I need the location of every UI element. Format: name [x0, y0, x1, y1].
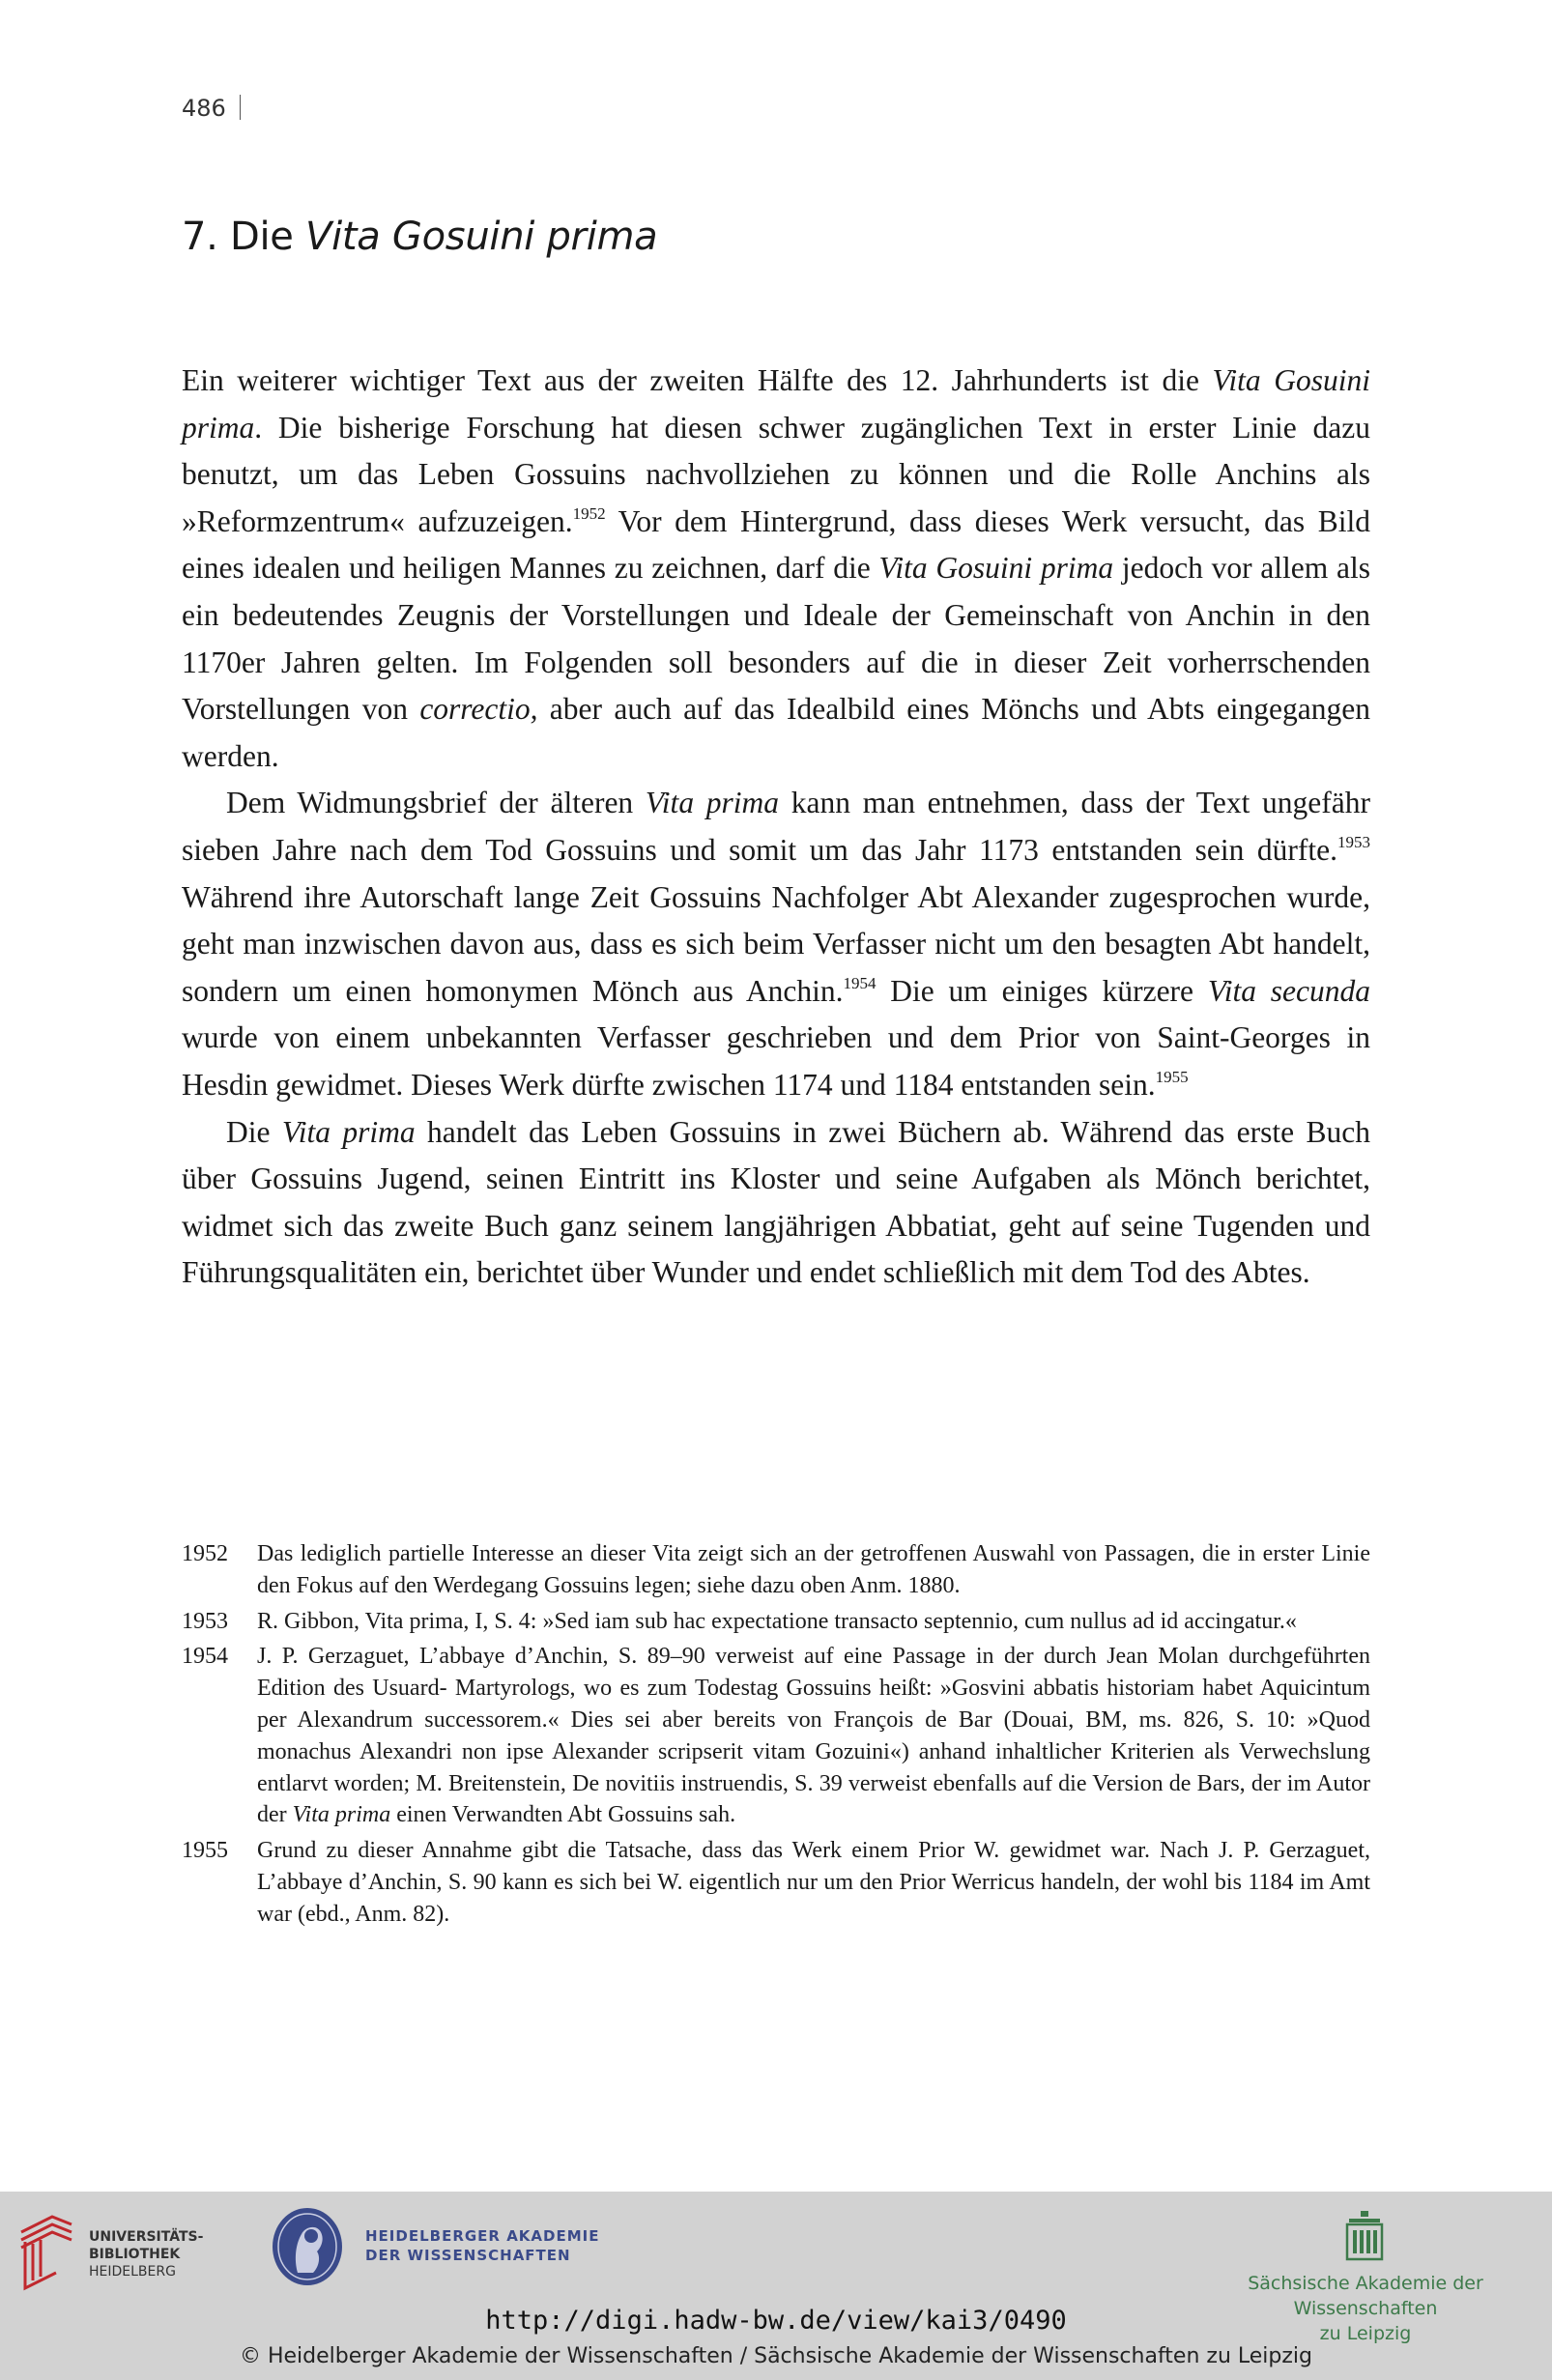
ub-line-1: UNIVERSITÄTS- [89, 2229, 204, 2245]
text-run: wurde von einem unbekannten Verfasser geschrieben und dem Prior von Saint-Georges in Hesdin gewidmet. Dieses Werk dürfte zwischen 1174 und 1184 entstanden sein. [182, 1020, 1370, 1102]
text-run: J. P. Gerzaguet, L’abbaye d’Anchin, S. 89–90 verweist auf eine Passage in der durch Jean Molan durchgeführten Edition des Usuard- Martyrologs, wo es zum Todestag Gossuins heißt: »Gosvini abbatis historiam habet Aquicintum per Alexandrum successorem.« Dies sei aber bereits von François de Bar (Douai, BM, ms. 826, S. 10: »Quod monachus Alexandri non ipse Alexander scripserit vitam Gozuini«) anhand inhaltlicher Kriterien als Verwechslung entlarvt worden; M. Breitenstein, De novitiis instruendis, S. 39 verweist ebenfalls auf die Version de Bars, der im Autor der [257, 1644, 1370, 1828]
paragraph-2 [182, 780, 1370, 1108]
text-italic: Vita Gosuini prima [878, 551, 1114, 586]
text-run: einen Verwandten Abt Gossuins sah. [390, 1802, 736, 1828]
footer-bar [0, 2192, 1552, 2380]
footnote-number: 1955 [182, 1838, 228, 1864]
footnote-text: Grund zu dieser Annahme gibt die Tatsache, dass das Werk einem Prior W. gewidmet war. Nach J. P. Gerzaguet, L’abbaye d’Anchin, S. 90 kann es sich bei W. eigentlich nur um den Prior Werricus handeln, der wohl bis 1184 im Amt war (ebd., Anm. 82). [257, 1838, 1370, 1927]
ub-line-2: BIBLIOTHEK [89, 2247, 181, 2262]
saw-leipzig-logo[interactable] [1345, 2211, 1384, 2261]
paragraph-1 [182, 358, 1370, 780]
text-italic: Vita prima [292, 1802, 391, 1828]
chapter-title-italic: Vita Gosuini prima [305, 215, 658, 259]
footnote-number: 1954 [182, 1644, 228, 1670]
footnote-ref[interactable]: 1954 [843, 973, 877, 992]
text-italic: Vita prima [645, 786, 780, 820]
hadw-seal[interactable] [269, 2205, 346, 2288]
text-run: handelt das Leben Gossuins in zwei Büchern ab. Während das erste Buch über Gossuins Jugend, seinen Eintritt ins Kloster und seine Aufgaben als Mönch berichtet, widmet sich das zweite Buch ganz seinem langjährigen Abbatiat, geht auf seine Tugenden und Führungsqualitäten ein, berichtet über Wunder und endet schließlich mit dem Tod des Abtes. [182, 1114, 1370, 1290]
text-run: Während ihre Autorschaft lange Zeit Gossuins Nachfolger Abt Alexander zugesprochen wurde, geht man inzwischen davon aus, dass es sich beim Verfasser nicht um den besagten Abt handelt, sondern um einen homonymen Mönch aus Anchin. [182, 879, 1370, 1008]
text-run: Vor dem Hintergrund, dass dieses Werk versucht, das Bild eines idealen und heiligen Mannes zu zeichnen, darf die [182, 503, 1370, 586]
ub-line-3: HEIDELBERG [89, 2264, 176, 2280]
chapter-title [182, 215, 657, 259]
text-run: kann man entnehmen, dass der Text ungefähr sieben Jahre nach dem Tod Gossuins und somit um das Jahr 1173 entstanden sein dürfte. [182, 786, 1370, 867]
text-italic: correctio, [419, 692, 538, 727]
text-run: Ein weiterer wichtiger Text aus der zweiten Hälfte des 12. Jahrhunderts ist die [182, 363, 1213, 397]
hadw-line-2: DER WISSENSCHAFTEN [365, 2247, 571, 2264]
footnote-1952 [182, 1538, 1370, 1602]
text-run: aber auch auf das Idealbild eines Mönchs und Abts eingegangen werden. [182, 692, 1370, 773]
page-number [182, 95, 241, 122]
text-run: . Die bisherige Forschung hat diesen schwer zugänglichen Text in erster Linie dazu benutzt, um das Leben Gossuins nachvollziehen zu können und die Rolle Anchins als »Reformzentrum« aufzuzeigen. [182, 410, 1370, 538]
text-italic: Vita prima [281, 1114, 416, 1149]
hadw-line-1: HEIDELBERGER AKADEMIE [365, 2227, 600, 2245]
text-italic: Vita secunda [1207, 973, 1370, 1008]
ub-heidelberg-logo-icon [17, 2213, 79, 2294]
copyright-notice: © Heidelberger Akademie der Wissenschaften / Sächsische Akademie der Wissenschaften zu Leipzig [239, 2344, 1312, 2368]
text-run: jedoch vor allem als ein bedeutendes Zeugnis der Vorstellungen und Ideale der Gemeinschaft von Anchin in den 1170er Jahren gelten. Im Folgenden soll besonders auf die in dieser Zeit vorherrschenden Vorstellungen von [182, 551, 1370, 727]
footnotes [182, 1538, 1370, 1935]
text-run: Dem Widmungsbrief der älteren [226, 786, 646, 820]
footnote-1954 [182, 1641, 1370, 1831]
footnote-text: Das lediglich partielle Interesse an dieser Vita zeigt sich an der getroffenen Auswahl von Passagen, die in erster Linie den Fokus auf den Werdegang Gossuins legen; siehe dazu oben Anm. 1880. [257, 1541, 1370, 1598]
footnote-text: R. Gibbon, Vita prima, I, S. 4: »Sed iam sub hac expectatione transacto septennio, cum nullus ad id accingatur.« [257, 1608, 1297, 1634]
page-number-divider [240, 95, 241, 120]
body-text [182, 358, 1370, 1297]
paragraph-3 [182, 1109, 1370, 1297]
page-number-value: 486 [182, 95, 226, 122]
saw-leipzig-logo-icon [1345, 2211, 1384, 2261]
hadw-wordmark [365, 2226, 600, 2265]
chapter-title-prefix: 7. Die [182, 215, 306, 259]
saw-line-1: Sächsische Akademie der Wissenschaften [1248, 2273, 1483, 2319]
hadw-seal-icon [269, 2205, 346, 2288]
footnote-ref[interactable]: 1955 [1155, 1067, 1189, 1086]
text-italic: Vita Gosuini prima [182, 363, 1370, 444]
ub-heidelberg-logo[interactable] [17, 2213, 204, 2300]
ub-heidelberg-wordmark [89, 2228, 203, 2280]
text-run: Die um einiges kürzere [876, 973, 1208, 1008]
saw-line-2: zu Leipzig [1319, 2323, 1412, 2344]
footnote-1955 [182, 1835, 1370, 1930]
footnote-text [257, 1641, 1370, 1831]
footnote-number: 1952 [182, 1541, 228, 1566]
footnote-ref[interactable]: 1953 [1337, 832, 1370, 851]
footnote-ref[interactable]: 1952 [572, 503, 606, 523]
footnote-1953 [182, 1606, 1370, 1638]
permalink-url[interactable]: http://digi.hadw-bw.de/view/kai3/0490 [485, 2306, 1067, 2336]
footnote-number: 1953 [182, 1608, 228, 1634]
text-run: Die [226, 1114, 282, 1149]
